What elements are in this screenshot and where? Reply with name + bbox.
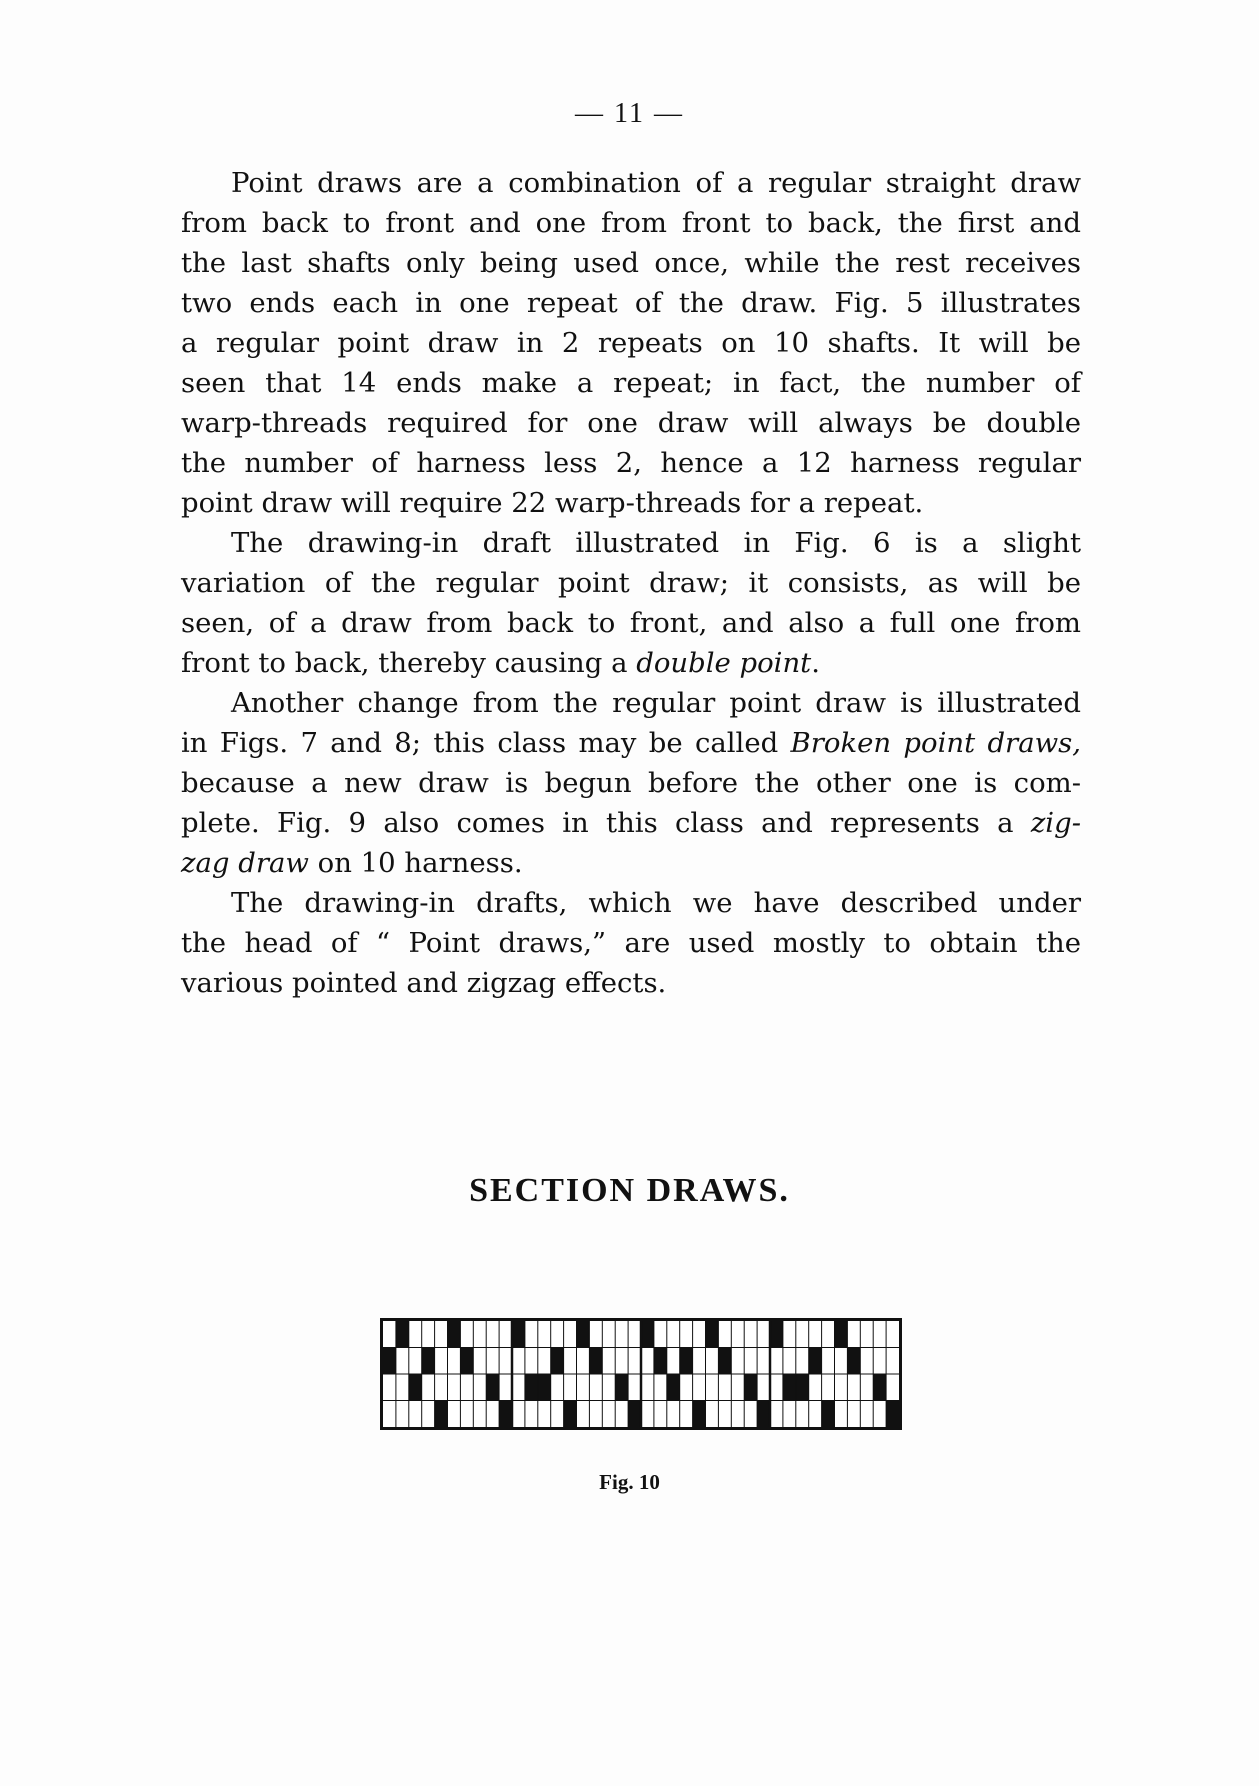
grid-filled-cell	[409, 1374, 422, 1401]
grid-filled-cell	[577, 1321, 590, 1348]
grid-filled-cell	[396, 1321, 409, 1348]
page-number: — 11 —	[575, 98, 684, 129]
grid-filled-cell	[757, 1401, 770, 1428]
grid-filled-cell	[615, 1374, 628, 1401]
grid-filled-cell	[796, 1374, 809, 1401]
grid-filled-cell	[383, 1348, 396, 1375]
grid-filled-cell	[551, 1348, 564, 1375]
paragraph-line: warp-threads required for one draw will always be double	[181, 407, 1081, 439]
paragraph-line: from back to front and one from front to back, the first and	[181, 207, 1081, 239]
paragraph-line: the number of harness less 2, hence a 12 harness regular	[181, 447, 1081, 479]
paragraph-line: because a new draw is begun before the other one is com-	[181, 767, 1081, 799]
grid-filled-cell	[770, 1321, 783, 1348]
paragraph-4	[181, 883, 1081, 1003]
grid-filled-cell	[564, 1401, 577, 1428]
grid-filled-cell	[435, 1401, 448, 1428]
paragraph-line: The drawing-in draft illustrated in Fig. 6 is a slight	[231, 527, 1081, 559]
grid-filled-cell	[628, 1401, 641, 1428]
grid-filled-cell	[525, 1374, 538, 1401]
paragraph-line: variation of the regular point draw; it consists, as will be	[181, 567, 1081, 599]
italic-term: zag draw	[181, 847, 309, 879]
grid-filled-cell	[654, 1348, 667, 1375]
line-text: front to back, thereby causing a	[181, 647, 637, 679]
grid-filled-cell	[835, 1321, 848, 1348]
grid-filled-cell	[873, 1374, 886, 1401]
figure-caption: Fig. 10	[599, 1470, 660, 1494]
grid-filled-cell	[667, 1374, 680, 1401]
grid-filled-cell	[886, 1401, 899, 1428]
paragraph-line: seen, of a draw from back to front, and also a full one from	[181, 607, 1081, 639]
italic-term: double point	[636, 647, 812, 679]
line-text: in Figs. 7 and 8; this class may be called	[181, 727, 791, 759]
grid-filled-cell	[809, 1348, 822, 1375]
line-text: plete. Fig. 9 also comes in this class and represents a	[181, 807, 1031, 839]
grid-filled-cell	[499, 1401, 512, 1428]
paragraph-line: a regular point draw in 2 repeats on 10 shafts. It will be	[181, 327, 1081, 359]
grid-filled-cell	[693, 1401, 706, 1428]
grid-filled-cell	[641, 1321, 654, 1348]
paragraph-line: the head of “ Point draws,” are used mostly to obtain the	[181, 927, 1081, 959]
paragraph-line: The drawing-in drafts, which we have described under	[231, 887, 1081, 919]
line-text: on 10 harness.	[308, 847, 523, 879]
paragraph-line	[181, 643, 1081, 683]
grid-filled-cell	[512, 1321, 525, 1348]
paragraph-3	[181, 683, 1081, 883]
grid-filled-cell	[589, 1348, 602, 1375]
drawing-in-draft-grid	[380, 1318, 902, 1430]
grid-filled-cell	[538, 1374, 551, 1401]
grid-filled-cell	[718, 1348, 731, 1375]
grid-filled-cell	[680, 1348, 693, 1375]
paragraph-line: Another change from the regular point draw is illustrated	[231, 687, 1081, 719]
grid-filled-cell	[822, 1401, 835, 1428]
paragraph-2	[181, 523, 1081, 683]
body-text	[181, 163, 1081, 1003]
paragraph-line: various pointed and zigzag effects.	[181, 967, 667, 999]
figure-10	[380, 1318, 902, 1430]
paragraph-line: Point draws are a combination of a regular straight draw	[231, 167, 1081, 199]
grid-filled-cell	[486, 1374, 499, 1401]
grid-filled-cell	[783, 1374, 796, 1401]
section-title: SECTION DRAWS.	[469, 1172, 790, 1209]
paragraph-line: two ends each in one repeat of the draw. Fig. 5 illustrates	[181, 287, 1081, 319]
grid-filled-cell	[847, 1348, 860, 1375]
paragraph-line: seen that 14 ends make a repeat; in fact, the number of	[181, 367, 1081, 399]
paragraph-line	[181, 723, 1081, 763]
grid-filled-cell	[460, 1348, 473, 1375]
italic-term: zig-	[1030, 807, 1081, 839]
paragraph-1	[181, 163, 1081, 523]
paragraph-line	[181, 843, 1081, 883]
line-text: .	[811, 647, 820, 679]
grid-filled-cell	[448, 1321, 461, 1348]
paragraph-line: point draw will require 22 warp-threads for a repeat.	[181, 487, 924, 519]
grid-filled-cell	[422, 1348, 435, 1375]
italic-term: Broken point draws,	[790, 727, 1081, 759]
paragraph-line	[181, 803, 1081, 843]
paragraph-line: the last shafts only being used once, while the rest receives	[181, 247, 1081, 279]
grid-filled-cell	[744, 1374, 757, 1401]
grid-filled-cell	[706, 1321, 719, 1348]
